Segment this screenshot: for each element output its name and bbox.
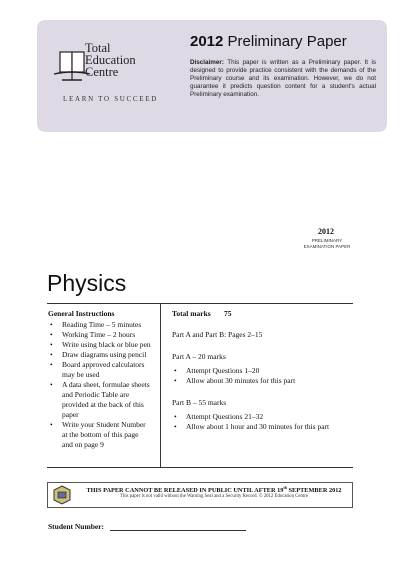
part-a-item: • Attempt Questions 1–20 xyxy=(172,366,259,376)
logo-line-1: Total xyxy=(85,41,111,55)
paper-title xyxy=(190,33,347,50)
logo-tagline: LEARN TO SUCCEED xyxy=(63,95,159,103)
instruction-item: • Write using black or blue pen xyxy=(48,340,156,350)
box-top-rule xyxy=(47,303,353,304)
disclaimer-label: Disclaimer: xyxy=(190,59,224,66)
disclaimer-text: This paper is written as a Preliminary paper. It is designed to provide practice consistent with the demands of the Preliminary course and its examination. However, we do not guarantee it predicts question content for a student's actual Preliminary examination. xyxy=(190,59,376,98)
part-a-item: • Allow about 30 minutes for this part xyxy=(172,376,295,386)
box-divider xyxy=(160,303,161,468)
total-marks-value: 75 xyxy=(224,309,232,318)
security-seal-icon xyxy=(52,485,72,505)
paper-year: 2012 xyxy=(190,33,224,50)
box-bottom-rule xyxy=(47,467,353,468)
part-a-title: Part A – 20 marks xyxy=(172,352,226,361)
instruction-item: • Board approved calculators may be used xyxy=(48,360,156,380)
instruction-item: • Working Time – 2 hours xyxy=(48,330,156,340)
instruction-item: • Write your Student Number at the bottom of this page and on page 9 xyxy=(48,420,156,450)
general-instructions-list xyxy=(48,320,156,450)
release-warning-subtext: This paper is not valid without the Warning Seal and a Security Record. © 2012 Education Centre xyxy=(120,494,308,499)
part-b-title: Part B – 55 marks xyxy=(172,398,227,407)
part-b-item: • Allow about 1 hour and 30 minutes for this part xyxy=(172,422,329,432)
side-exam-label-line-1: PRELIMINARY xyxy=(311,238,343,243)
side-exam-label xyxy=(300,238,354,249)
side-year: 2012 xyxy=(318,227,334,236)
disclaimer xyxy=(190,59,376,99)
subject-title: Physics xyxy=(47,270,127,296)
instruction-item: • A data sheet, formulae sheets and Periodic Table are provided at the back of this paper xyxy=(48,380,156,420)
instruction-item: • Draw diagrams using pencil xyxy=(48,350,156,360)
paper-title-text: Preliminary Paper xyxy=(227,33,347,50)
student-number-field[interactable] xyxy=(110,530,246,531)
parts-pages-line: Part A and Part B: Pages 2–15 xyxy=(172,330,263,339)
general-instructions-title: General Instructions xyxy=(48,309,115,318)
side-exam-label-line-2: EXAMINATION PAPER xyxy=(303,243,351,249)
part-b-item: • Attempt Questions 21–32 xyxy=(172,412,263,422)
total-marks-label: Total marks xyxy=(172,309,211,318)
student-number-label: Student Number: xyxy=(48,522,105,531)
logo-line-3: Centre xyxy=(85,65,119,79)
logo-line-2: Education xyxy=(85,53,136,67)
logo-wordmark xyxy=(85,42,136,78)
instruction-item: • Reading Time – 5 minutes xyxy=(48,320,156,330)
release-warning-text: THIS PAPER CANNOT BE RELEASED IN PUBLIC UNTIL AFTER 19th SEPTEMBER 2012 xyxy=(86,485,342,495)
